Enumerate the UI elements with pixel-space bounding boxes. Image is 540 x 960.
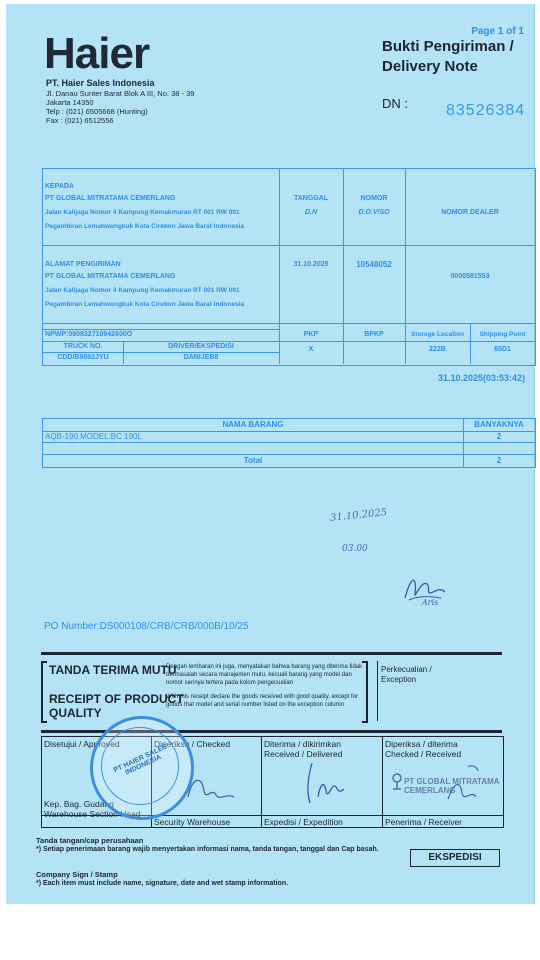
exception-label-id: Perkecualian /: [381, 665, 432, 674]
alamat-address-2: Pegambiran Lemahwungkuk Kota Cirebon Jawa Barat Indonesia: [45, 301, 245, 308]
dept-label-1: Kep. Bag. Gudang: [44, 799, 114, 809]
exception-label-en: Exception: [381, 675, 417, 684]
npwp: NPWP:090832710942600O: [45, 331, 133, 338]
company-stamp: [90, 716, 194, 820]
footer-note-1: *) Setiap penerimaan barang wajib menyertakan informasi nama, tanda tangan, tanggal dan Cap basah.: [36, 846, 379, 853]
receiver-stamp-icon: [390, 773, 404, 791]
alamat-address-1: Jalan Kalijaga Nomor 4 Kampung Kemakmuran RT 001 RW 001: [45, 287, 240, 294]
received-label-2: Received / Delivered: [264, 749, 343, 759]
quality-text-id: Dengan lembaran ini juga, menyatakan bahwa barang yang diterima tidak bermasalah secara manajemen mutu, kecuali barang yang model dan nomor serinya tertera pada kolom pengecualian: [166, 664, 363, 686]
dn-number: 83526384: [446, 102, 526, 119]
document-title-en: Delivery Note: [382, 58, 478, 75]
dealer-label: NOMOR DEALER: [441, 209, 499, 216]
items-qty-header: BANYAKNYA: [474, 420, 524, 429]
kepada-address-1: Jalan Kalijaga Nomor 4 Kampung Kemakmuran RT 001 RW 001: [45, 209, 240, 216]
delivery-note-sheet: [6, 4, 535, 904]
checked-label: Diperiksa / Checked: [154, 739, 231, 749]
haier-logo: Haier: [44, 29, 150, 78]
po-number: PO Number:DS000108/CRB/CRB/000B/10/25: [44, 621, 249, 632]
address-line-2: Jakarta 14350: [46, 98, 94, 107]
dn-label: DN :: [382, 96, 408, 111]
item-row-name: AQB-190.MODEL:BC 190L: [45, 432, 142, 441]
kepada-label: KEPADA: [45, 183, 75, 190]
receiver-check-label-2: Checked / Received: [385, 749, 462, 759]
storage-value: 222B: [429, 346, 446, 353]
received-label-1: Diterima / dikirimkan: [264, 739, 341, 749]
footer-note-2-label: Company Sign / Stamp: [36, 870, 118, 879]
kepada-address-2: Pegambiran Lemahwungkuk Kota Cirebon Jawa Barat Indonesia: [45, 223, 245, 230]
dept-label-2: Warehouse Section Head: [44, 809, 141, 819]
receiver-signature: [442, 759, 492, 815]
item-row-qty: 2: [496, 432, 502, 441]
copy-label: EKSPEDISI: [410, 849, 500, 867]
shipping-value: 65D1: [494, 346, 511, 353]
print-timestamp: 31.10.2025(03:53:42): [438, 373, 526, 383]
handwritten-time: 03.00: [342, 544, 368, 554]
kepada-name: PT GLOBAL MITRATAMA CEMERLANG: [45, 195, 176, 202]
consignee-table: [42, 168, 536, 366]
truck-label: TRUCK NO.: [63, 343, 103, 350]
address-line-1: Jl. Danau Sunter Barat Blok A III, No. 38 - 39: [46, 89, 195, 98]
footer-note-1-label: Tanda tangan/cap perusahaan: [36, 836, 144, 845]
document-title-id: Bukti Pengiriman /: [382, 38, 514, 55]
expedition-signature: [294, 757, 354, 813]
quality-title-en-2: QUALITY: [49, 706, 102, 720]
approved-label: Disetujui / Approved: [44, 739, 120, 749]
items-total-label: Total: [243, 456, 263, 465]
penerima-label: Penerima / Receiver: [385, 817, 463, 827]
storage-label: Storege Location: [410, 331, 465, 338]
items-total-value: 2: [496, 456, 502, 465]
driver-label: DRIVER/EKSPEDISI: [168, 343, 234, 350]
nomor-sub: D.O.V/SO: [358, 209, 390, 216]
quality-receipt: [41, 652, 502, 737]
tanggal-sub: D.N: [304, 209, 318, 216]
quality-title-en: [49, 692, 184, 720]
footer-note-2: *) Each item must include name, signature, date and wet stamp information.: [36, 880, 289, 887]
bpkp-label: BPKP: [364, 331, 384, 338]
receiver-check-label-1: Diperiksa / diterima: [385, 739, 458, 749]
truck-value: CDD/B9892JYU: [57, 354, 109, 361]
handwritten-date: 31.10.2025: [329, 507, 388, 524]
alamat-label: ALAMAT PENGIRIMAN: [45, 261, 121, 268]
quality-text-en: With this receipt declare the goods received with good quality, except for goods that model and serial number listed on the exception column: [166, 694, 358, 708]
tanggal-value: 31.10.2025: [293, 261, 329, 268]
handwritten-name: Aris: [422, 598, 439, 607]
items-name-header: NAMA BARANG: [222, 420, 284, 429]
page-indicator: Page 1 of 1: [471, 26, 524, 37]
quality-title-id: TANDA TERIMA MUTU: [49, 663, 177, 677]
shipping-label: Shipping Point: [479, 331, 526, 338]
pkp-label: PKP: [303, 331, 319, 338]
security-label: Security Warehouse: [154, 817, 231, 827]
company-stamp-text: PT HAIER SALES INDONESIA: [112, 743, 169, 777]
document-title: [382, 37, 514, 77]
dealer-value: 0000581553: [450, 273, 490, 280]
nomor-value: 10548052: [356, 260, 392, 269]
alamat-name: PT GLOBAL MITRATAMA CEMERLANG: [45, 273, 176, 280]
company-address: [46, 89, 194, 125]
tanggal-label: TANGGAL: [293, 195, 329, 202]
nomor-label: NOMOR: [360, 195, 388, 202]
exception-label: [381, 665, 432, 685]
company-name: PT. Haier Sales Indonesia: [46, 78, 155, 88]
pkp-value: X: [308, 346, 314, 353]
receiver-stamp-company: PT GLOBAL MITRATAMA CEMERLANG: [404, 777, 500, 795]
expedition-label: Expedisi / Expedition: [264, 817, 343, 827]
receiver-check-label: [385, 739, 461, 759]
fax: Fax : (021) 6512556: [46, 116, 114, 125]
quality-title-en-1: RECEIPT OF PRODUCT: [49, 692, 184, 706]
telephone: Telp : (021) 6505668 (Hunting): [46, 107, 148, 116]
items-table: [42, 418, 536, 468]
driver-value: DANIJEB8: [183, 354, 219, 361]
received-label: [264, 739, 342, 759]
